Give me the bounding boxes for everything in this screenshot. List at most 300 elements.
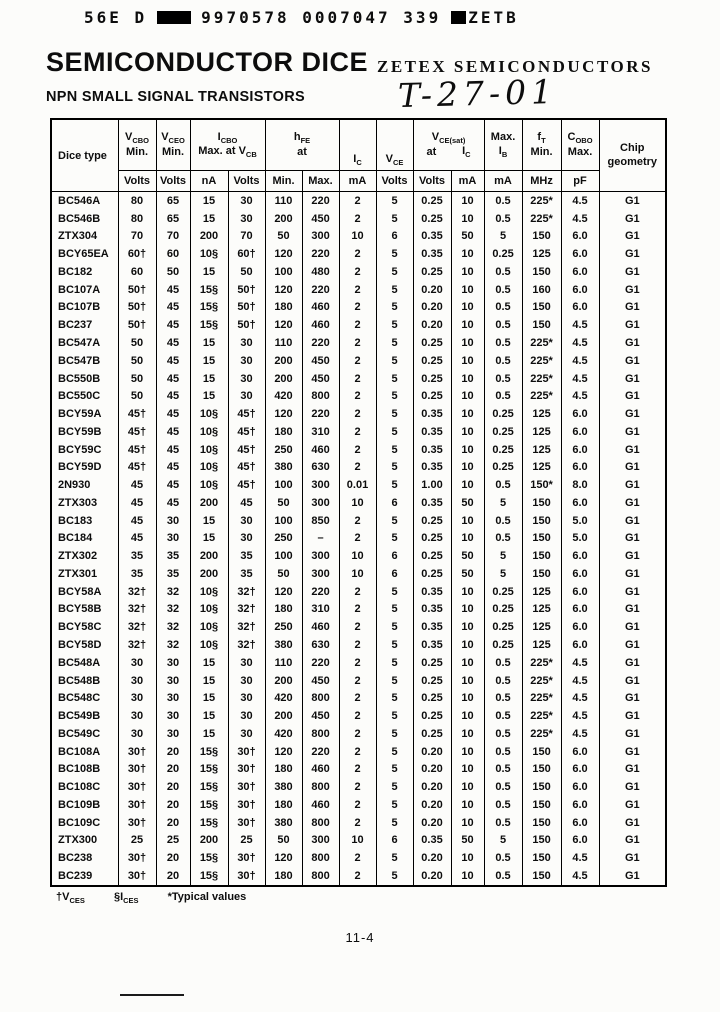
value-cell: 2 [339,299,376,317]
value-cell: G1 [599,743,666,761]
value-cell: 50 [451,565,484,583]
value-cell: 10 [451,441,484,459]
value-cell: 30 [156,689,190,707]
value-cell: 10 [451,849,484,867]
value-cell: 6.0 [561,761,599,779]
value-cell: 6.0 [561,547,599,565]
value-cell: 15§ [190,849,228,867]
value-cell: 6.0 [561,565,599,583]
value-cell: 5 [376,210,413,228]
value-cell: 150 [522,832,561,850]
value-cell: 15§ [190,814,228,832]
value-cell: 50† [228,299,265,317]
dice-type-cell: BC107A [51,281,118,299]
value-cell: 45† [118,458,156,476]
value-cell: 0.20 [413,796,451,814]
value-cell: 45 [156,387,190,405]
dice-type-cell: BC183 [51,512,118,530]
value-cell: 0.25 [484,423,522,441]
table-row [51,707,666,725]
value-cell: 10 [451,352,484,370]
value-cell: 0.5 [484,672,522,690]
unit-cell: MHz [522,171,561,192]
table-row [51,743,666,761]
value-cell: 6.0 [561,245,599,263]
value-cell: 180 [265,761,302,779]
value-cell: 100 [265,263,302,281]
value-cell: G1 [599,192,666,210]
value-cell: G1 [599,530,666,548]
value-cell: 30† [118,796,156,814]
value-cell: 125 [522,618,561,636]
value-cell: 10 [451,405,484,423]
value-cell: 5 [376,814,413,832]
value-cell: 0.20 [413,299,451,317]
value-cell: 5 [376,636,413,654]
value-cell: 15 [190,512,228,530]
value-cell: 10 [451,672,484,690]
value-cell: G1 [599,512,666,530]
unit-cell: Max. [302,171,339,192]
value-cell: 2 [339,814,376,832]
scan-header-line [84,8,519,27]
value-cell: 50† [228,281,265,299]
value-cell: 50 [451,547,484,565]
value-cell: 0.35 [413,832,451,850]
value-cell: 15 [190,263,228,281]
value-cell: 2 [339,761,376,779]
dice-type-cell: BC549C [51,725,118,743]
value-cell: 32 [156,601,190,619]
dice-type-cell: BCY58B [51,601,118,619]
value-cell: 10 [451,601,484,619]
value-cell: 0.35 [413,423,451,441]
value-cell: 4.5 [561,316,599,334]
value-cell: 150 [522,814,561,832]
value-cell: 30† [228,814,265,832]
col-header-ic: $I_C$ [339,119,376,171]
scan-code-left: 56E D [84,8,148,27]
value-cell: 6 [376,547,413,565]
value-cell: 10§ [190,423,228,441]
value-cell: 0.5 [484,352,522,370]
value-cell: 800 [302,725,339,743]
value-cell: 800 [302,778,339,796]
value-cell: 10§ [190,618,228,636]
header-row-labels [51,119,666,171]
value-cell: 0.35 [413,583,451,601]
value-cell: G1 [599,228,666,246]
value-cell: 200 [265,370,302,388]
value-cell: G1 [599,458,666,476]
value-cell: 0.25 [484,618,522,636]
table-row [51,636,666,654]
value-cell: 4.5 [561,672,599,690]
value-cell: 5 [376,192,413,210]
value-cell: 300 [302,494,339,512]
value-cell: 0.25 [413,210,451,228]
dice-type-cell: BC548B [51,672,118,690]
value-cell: 45 [156,316,190,334]
redaction-mark [451,11,466,24]
value-cell: 5 [376,512,413,530]
value-cell: 0.5 [484,796,522,814]
value-cell: 0.5 [484,725,522,743]
value-cell: 6 [376,228,413,246]
col-header-vcesat: $V_{CE(sat)}$ at $I_C$ [413,119,484,171]
value-cell: 30 [228,192,265,210]
value-cell: G1 [599,672,666,690]
value-cell: 150 [522,263,561,281]
value-cell: 25 [118,832,156,850]
value-cell: 0.01 [339,476,376,494]
value-cell: G1 [599,405,666,423]
value-cell: 120 [265,405,302,423]
value-cell: 800 [302,387,339,405]
value-cell: 6.0 [561,228,599,246]
value-cell: 2 [339,512,376,530]
dice-type-cell: BC108A [51,743,118,761]
value-cell: 30 [228,352,265,370]
value-cell: 0.20 [413,743,451,761]
value-cell: 0.5 [484,867,522,886]
value-cell: 220 [302,245,339,263]
value-cell: 150 [522,494,561,512]
value-cell: 30 [118,689,156,707]
value-cell: 32 [156,636,190,654]
value-cell: 45 [118,494,156,512]
value-cell: 100 [265,547,302,565]
value-cell: 45† [228,476,265,494]
value-cell: 10 [451,299,484,317]
table-row [51,601,666,619]
value-cell: 125 [522,405,561,423]
value-cell: 250 [265,530,302,548]
value-cell: 120 [265,316,302,334]
value-cell: 6.0 [561,743,599,761]
value-cell: 8.0 [561,476,599,494]
value-cell: 0.20 [413,281,451,299]
value-cell: 35 [156,547,190,565]
value-cell: 15§ [190,778,228,796]
table-row [51,387,666,405]
value-cell: 10 [451,530,484,548]
value-cell: 15§ [190,316,228,334]
value-cell: 125 [522,458,561,476]
value-cell: 0.35 [413,494,451,512]
value-cell: 300 [302,476,339,494]
value-cell: 32† [228,583,265,601]
value-cell: 80 [118,210,156,228]
value-cell: 200 [190,547,228,565]
value-cell: G1 [599,814,666,832]
value-cell: 10 [451,458,484,476]
value-cell: 5 [376,725,413,743]
value-cell: 65 [156,210,190,228]
value-cell: 10§ [190,636,228,654]
value-cell: 5 [376,423,413,441]
value-cell: 10 [451,796,484,814]
value-cell: 10§ [190,476,228,494]
dice-type-cell: BCY59A [51,405,118,423]
value-cell: 0.25 [413,263,451,281]
value-cell: 0.5 [484,689,522,707]
value-cell: 20 [156,814,190,832]
unit-cell: nA [190,171,228,192]
value-cell: 0.5 [484,849,522,867]
value-cell: G1 [599,778,666,796]
value-cell: 0.5 [484,654,522,672]
value-cell: 15§ [190,299,228,317]
value-cell: 420 [265,689,302,707]
table-row [51,316,666,334]
col-header-vcbo: $V_{CBO}$ Min. [118,119,156,171]
table-row [51,867,666,886]
value-cell: 15§ [190,867,228,886]
value-cell: 220 [302,583,339,601]
value-cell: 5 [376,778,413,796]
value-cell: 2 [339,387,376,405]
value-cell: 850 [302,512,339,530]
value-cell: 5 [484,565,522,583]
value-cell: 5 [376,796,413,814]
value-cell: 10 [451,192,484,210]
table-row [51,334,666,352]
value-cell: 0.5 [484,334,522,352]
value-cell: 110 [265,654,302,672]
unit-cell: Volts [156,171,190,192]
value-cell: 20 [156,778,190,796]
table-row [51,245,666,263]
table-row [51,476,666,494]
value-cell: 20 [156,743,190,761]
unit-cell: mA [339,171,376,192]
value-cell: 2 [339,458,376,476]
value-cell: 32† [228,601,265,619]
value-cell: 0.35 [413,618,451,636]
value-cell: 380 [265,778,302,796]
value-cell: 25 [156,832,190,850]
value-cell: 30† [228,796,265,814]
footnote-vces: $\dagger V_{CES}$ [56,891,85,906]
table-row [51,761,666,779]
value-cell: 5 [484,832,522,850]
table-row [51,192,666,210]
value-cell: 150 [522,530,561,548]
value-cell: 125 [522,441,561,459]
value-cell: 50† [118,281,156,299]
value-cell: 6.0 [561,441,599,459]
value-cell: 0.25 [413,352,451,370]
value-cell: 15 [190,707,228,725]
value-cell: 220 [302,281,339,299]
value-cell: 5 [376,405,413,423]
value-cell: 450 [302,370,339,388]
value-cell: 5 [376,583,413,601]
value-cell: 50† [228,316,265,334]
value-cell: 220 [302,743,339,761]
value-cell: 2 [339,796,376,814]
value-cell: 450 [302,672,339,690]
unit-cell: Volts [228,171,265,192]
value-cell: 0.25 [413,707,451,725]
value-cell: 5 [376,672,413,690]
value-cell: 4.5 [561,707,599,725]
value-cell: 45† [118,405,156,423]
value-cell: 0.25 [413,387,451,405]
value-cell: 6.0 [561,601,599,619]
redaction-mark [157,11,191,24]
value-cell: 460 [302,796,339,814]
dice-type-cell: BC550B [51,370,118,388]
value-cell: 125 [522,423,561,441]
col-header-hfe: $h_{FE}$ at [265,119,339,171]
table-row [51,778,666,796]
value-cell: 6.0 [561,299,599,317]
value-cell: 45† [118,441,156,459]
value-cell: 200 [265,672,302,690]
value-cell: 100 [265,476,302,494]
value-cell: 300 [302,547,339,565]
col-header-icbo: $I_{CBO}$ Max. at $V_{CB}$ [190,119,265,171]
value-cell: 5 [376,654,413,672]
value-cell: 30† [118,814,156,832]
value-cell: 45 [156,281,190,299]
value-cell: 50† [118,316,156,334]
value-cell: 2 [339,707,376,725]
value-cell: 2 [339,405,376,423]
value-cell: 30 [228,654,265,672]
value-cell: G1 [599,618,666,636]
value-cell: 10 [451,867,484,886]
dice-type-cell: BC109C [51,814,118,832]
value-cell: 45† [228,441,265,459]
value-cell: 225* [522,689,561,707]
value-cell: 100 [265,512,302,530]
value-cell: 15 [190,352,228,370]
value-cell: 5 [376,743,413,761]
value-cell: 30 [118,725,156,743]
value-cell: 0.25 [413,725,451,743]
dice-type-cell: BC548A [51,654,118,672]
value-cell: 110 [265,192,302,210]
table-row [51,299,666,317]
value-cell: 5 [376,299,413,317]
table-row [51,547,666,565]
value-cell: 380 [265,458,302,476]
value-cell: 30 [156,512,190,530]
unit-cell: Min. [265,171,302,192]
dice-type-cell: BC547B [51,352,118,370]
value-cell: 20 [156,796,190,814]
value-cell: 0.5 [484,761,522,779]
value-cell: 0.25 [413,547,451,565]
dice-type-cell: BC239 [51,867,118,886]
value-cell: 125 [522,636,561,654]
value-cell: 0.5 [484,476,522,494]
table-row [51,210,666,228]
value-cell: 5 [376,601,413,619]
value-cell: 0.5 [484,512,522,530]
value-cell: 0.5 [484,263,522,281]
dice-type-cell: BCY58D [51,636,118,654]
value-cell: 32 [156,583,190,601]
value-cell: 45 [118,512,156,530]
footnote [56,891,246,905]
value-cell: 225* [522,672,561,690]
value-cell: 2 [339,636,376,654]
value-cell: 5 [376,707,413,725]
value-cell: 630 [302,458,339,476]
value-cell: 2 [339,654,376,672]
value-cell: G1 [599,689,666,707]
value-cell: 32† [118,636,156,654]
value-cell: 15 [190,192,228,210]
value-cell: 50 [265,832,302,850]
value-cell: 2 [339,423,376,441]
scan-code-right: ZETB [468,8,519,27]
value-cell: 0.5 [484,370,522,388]
table-row [51,512,666,530]
dice-type-cell: BCY59B [51,423,118,441]
value-cell: 30 [228,210,265,228]
value-cell: 0.25 [413,689,451,707]
dice-type-cell: BC549B [51,707,118,725]
dice-type-cell: BC182 [51,263,118,281]
page-number: 11-4 [345,930,375,945]
value-cell: 150 [522,228,561,246]
dice-type-cell: BCY58A [51,583,118,601]
value-cell: 15 [190,725,228,743]
value-cell: 125 [522,583,561,601]
value-cell: 0.35 [413,245,451,263]
value-cell: 630 [302,636,339,654]
value-cell: 4.5 [561,352,599,370]
dice-type-cell: ZTX301 [51,565,118,583]
value-cell: 30 [156,725,190,743]
value-cell: 2 [339,352,376,370]
value-cell: 10 [451,370,484,388]
value-cell: 35 [228,547,265,565]
value-cell: 15§ [190,761,228,779]
value-cell: 50† [118,299,156,317]
value-cell: 15 [190,387,228,405]
value-cell: 10 [451,654,484,672]
value-cell: 30† [228,761,265,779]
value-cell: 110 [265,334,302,352]
value-cell: 150 [522,316,561,334]
page-title: SEMICONDUCTOR DICE [46,47,369,77]
value-cell: 0.5 [484,743,522,761]
unit-cell: Volts [118,171,156,192]
value-cell: 150 [522,547,561,565]
value-cell: 30† [118,849,156,867]
value-cell: G1 [599,867,666,886]
table-row [51,725,666,743]
value-cell: 35 [118,547,156,565]
value-cell: 5 [484,228,522,246]
value-cell: 5 [376,281,413,299]
value-cell: 30 [118,654,156,672]
value-cell: 10 [451,263,484,281]
value-cell: 30† [228,743,265,761]
value-cell: 6.0 [561,796,599,814]
value-cell: 4.5 [561,654,599,672]
table-row [51,228,666,246]
value-cell: G1 [599,281,666,299]
table-row [51,672,666,690]
value-cell: 50 [265,565,302,583]
